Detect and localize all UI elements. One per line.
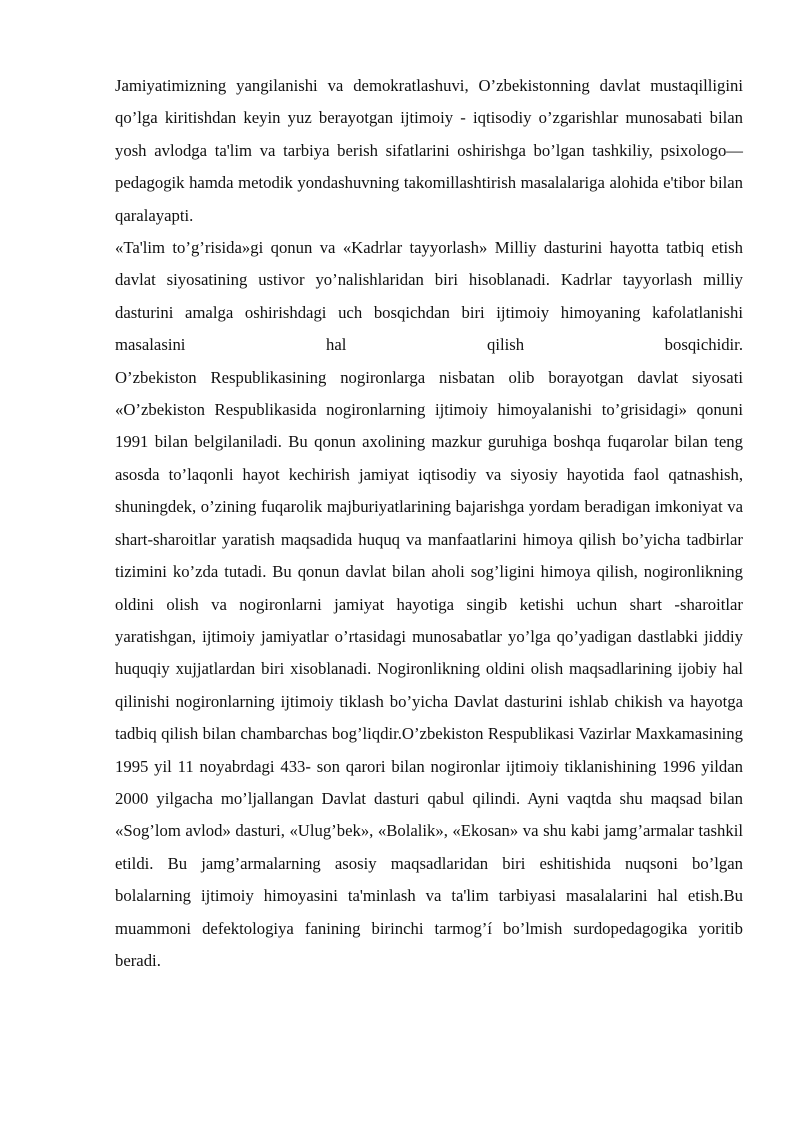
paragraph-2: «Ta'lim to’g’risida»gi qonun va «Kadrlar tayyorlash» Milliy dasturini hayotta tatbiq etish davlat siyosatining ustivor yo’nalishlaridan biri hisoblanadi. Kadrlar tayyorlash milliy dasturini amalga oshirishdagi uch bosqichdan biri ijtimoiy himoyaning kafolatlanishi masalasini hal qilish bosqichidir.	[115, 238, 743, 355]
document-page	[115, 70, 743, 977]
paragraph-3: O’zbekiston Respublikasining nogironlarga nisbatan olib borayotgan davlat siyosati «O’zbekiston Respublikasida nogironlarning ijtimoiy himoyalanishi to’grisidagi» qonuni 1991 bilan belgilaniladi. Bu qonun axolining mazkur guruhiga boshqa fuqarolar bilan teng asosda to’laqonli hayot kechirish jamiyat iqtisodiy va siyosiy hayotida faol qatnashish, shuningdek, o’zining fuqarolik majburiyatlarining bajarishga yordam beradigan imkoniyat va shart-sharoitlar yaratish maqsadida huquq va manfaatlarini himoya qilish bo’yicha tadbirlar tizimini ko’zda tutadi. Bu qonun davlat bilan aholi sog’ligini himoya qilish, nogironlikning oldini olish va nogironlarni jamiyat hayotiga singib ketishi uchun shart -sharoitlar yaratishgan, ijtimoiy jamiyatlar o’rtasidagi munosabatlar yo’lga qo’yadigan dastlabki jiddiy huquqiy xujjatlardan biri xisoblanadi. Nogironlikning oldini olish maqsadlarining ijobiy hal qilinishi nogironlarning ijtimoiy tiklash bo’yicha Davlat dasturini ishlab chikish va hayotga tadbiq qilish bilan chambarchas bog’liqdir.O’zbekiston Respublikasi Vazirlar Maxkamasining 1995 yil 11 noyabrdagi 433- son qarori bilan nogironlar ijtimoiy tiklanishining 1996 yildan 2000 yilgacha mo’ljallangan Davlat dasturi qabul qilindi. Ayni vaqtda shu maqsad bilan «Sog’lom avlod» dasturi, «Ulug’bek», «Bolalik», «Ekosan» va shu kabi jamg’armalar tashkil etildi. Bu jamg’armalarning asosiy maqsadlaridan biri eshitishida nuqsoni bo’lgan bolalarning ijtimoiy himoyasini ta'minlash va ta'lim tarbiyasi masalalarini hal etish.Bu muammoni defektologiya fanining birinchi tarmog’í bo’lmish surdopedagogika yoritib beradi.	[115, 367, 743, 970]
paragraph-1: Jamiyatimizning yangilanishi va demokratlashuvi, O’zbekistonning davlat mustaqilligini qo’lga kiritishdan keyin yuz berayotgan ijtimoiy - iqtisodiy o’zgarishlar munosabati bilan yosh avlodga ta'lim va tarbiya berish sifatlarini oshirishga bo’lgan tashkiliy, psixologo—pedagogik hamda metodik yondashuvning takomillashtirish masalalariga alohida e'tibor bilan qaralayapti.	[115, 76, 743, 225]
